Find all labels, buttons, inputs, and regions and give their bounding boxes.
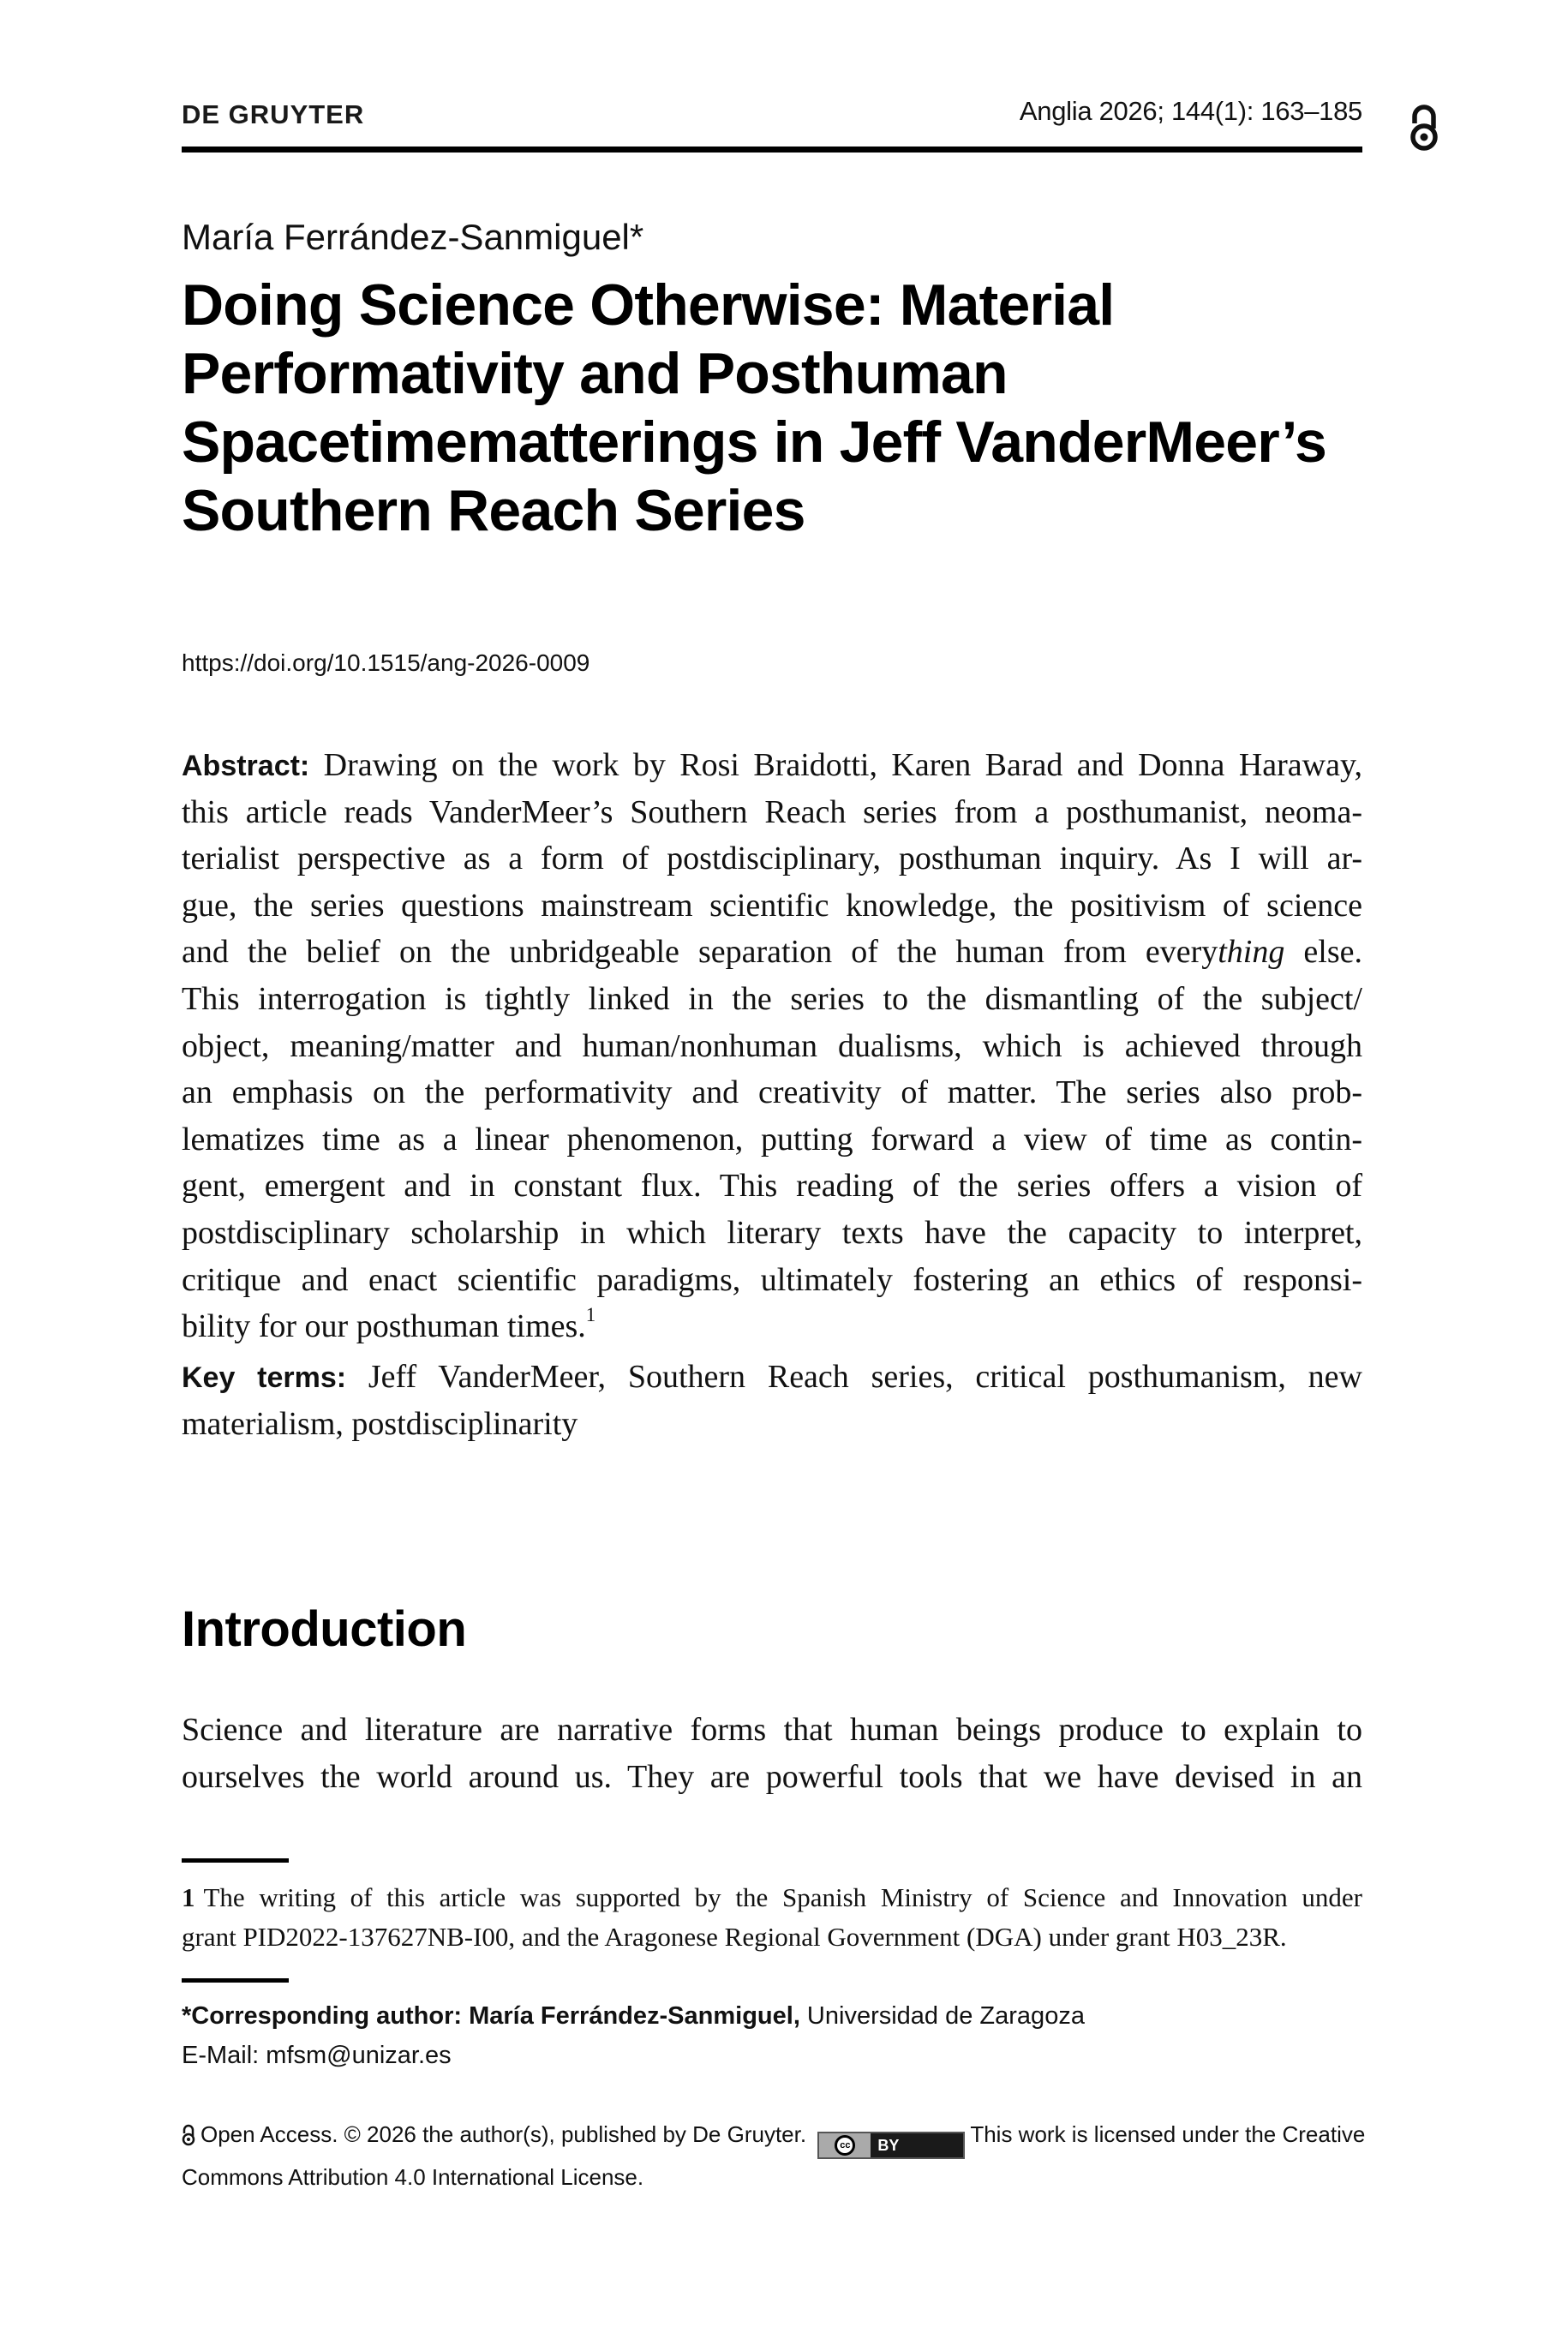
abstract-line: gent, emergent and in constant flux. This reading of the series offers a vision of: [182, 1168, 1362, 1205]
email[interactable]: E-Mail: mfsm@unizar.es: [182, 2042, 452, 2069]
footnote-number: 1: [182, 1882, 195, 1912]
publisher-logo: DE GRUYTER: [182, 99, 365, 129]
abstract-line: an emphasis on the performativity and creativity of matter. The series also prob-: [182, 1074, 1362, 1111]
italic-emphasis: thing: [1218, 934, 1285, 971]
footnote-1: [182, 1878, 1362, 1957]
footnote-rule: [182, 1858, 289, 1863]
license-line: Open Access. © 2026 the author(s), published by De Gruyter. cc BY This work is licensed under the Creative: [182, 2116, 1364, 2159]
title-line: Spacetimematterings in Jeff VanderMeer’s: [182, 410, 1327, 475]
creative-commons-icon: cc: [835, 2135, 855, 2156]
corresponding-author: [182, 1996, 1085, 2075]
title-line: Southern Reach Series: [182, 478, 805, 543]
section-heading-introduction: Introduction: [182, 1601, 467, 1657]
abstract-line: this article reads VanderMeer’s Southern Reach series from a posthumanist, neoma-: [182, 793, 1362, 830]
doi-link[interactable]: https://doi.org/10.1515/ang-2026-0009: [182, 649, 590, 676]
license-line: Commons Attribution 4.0 International License.: [182, 2164, 644, 2190]
open-access-lock-icon: [182, 2124, 195, 2146]
key-terms-label: Key terms:: [182, 1361, 347, 1394]
abstract-line: gue, the series questions mainstream scientific knowledge, the positivism of science: [182, 887, 1362, 924]
abstract-label: Abstract:: [182, 750, 310, 782]
abstract-line: lematizes time as a linear phenomenon, putting forward a view of time as contin-: [182, 1121, 1362, 1158]
author-name: María Ferrández-Sanmiguel*: [182, 217, 644, 257]
abstract-line: object, meaning/matter and human/nonhuman dualisms, which is achieved through: [182, 1027, 1362, 1064]
abstract-line: critique and enact scientific paradigms, ultimately fostering an ethics of responsi-: [182, 1261, 1362, 1298]
affiliation: Universidad de Zaragoza: [799, 2002, 1085, 2030]
key-terms-line: materialism, postdisciplinarity: [182, 1405, 578, 1442]
article-title: [182, 271, 1381, 545]
abstract-line: terialist perspective as a form of postdisciplinary, posthuman inquiry. As I will ar-: [182, 840, 1362, 877]
footnote-ref[interactable]: 1: [585, 1303, 596, 1325]
abstract: [182, 742, 1362, 1350]
key-terms-line: Key terms: Jeff VanderMeer, Southern Reach series, critical posthumanism, new: [182, 1359, 1362, 1395]
header-rule: [182, 147, 1362, 153]
key-terms: [182, 1354, 1362, 1447]
title-line: Performativity and Posthuman: [182, 341, 1008, 406]
open-access-lock-icon: [1409, 103, 1439, 153]
cc-by-license-badge[interactable]: [817, 2132, 965, 2159]
abstract-line: Abstract: Drawing on the work by Rosi Braidotti, Karen Barad and Donna Haraway,: [182, 747, 1362, 783]
corresponding-author-line: [182, 1996, 1085, 2036]
license-notice: [182, 2116, 1364, 2195]
abstract-line: and the belief on the unbridgeable separation of the human from everything else.: [182, 934, 1363, 971]
abstract-line: This interrogation is tightly linked in the series to the dismantling of the subject/: [182, 980, 1362, 1017]
body-line: ourselves the world around us. They are powerful tools that we have devised in an: [182, 1758, 1362, 1795]
attribution-icon-label: BY: [877, 2137, 900, 2154]
introduction-body: [182, 1707, 1362, 1800]
body-line: Science and literature are narrative forms that human beings produce to explain to: [182, 1712, 1362, 1748]
title-line: Doing Science Otherwise: Material: [182, 272, 1115, 338]
footnote-line: 1 The writing of this article was supported by the Spanish Ministry of Science and Innovation under: [182, 1882, 1362, 1912]
footnote-line: grant PID2022-137627NB-I00, and the Aragonese Regional Government (DGA) under grant H03_23R.: [182, 1922, 1287, 1952]
journal-citation: Anglia 2026; 144(1): 163–185: [1019, 96, 1362, 126]
abstract-line: bility for our posthuman times.$^1$: [182, 1303, 596, 1345]
footnote-rule: [182, 1978, 289, 1983]
abstract-line: postdisciplinary scholarship in which literary texts have the capacity to interpret,: [182, 1214, 1362, 1251]
corresponding-author-label: *Corresponding author: María Ferrández-Sanmiguel,: [182, 2002, 800, 2030]
